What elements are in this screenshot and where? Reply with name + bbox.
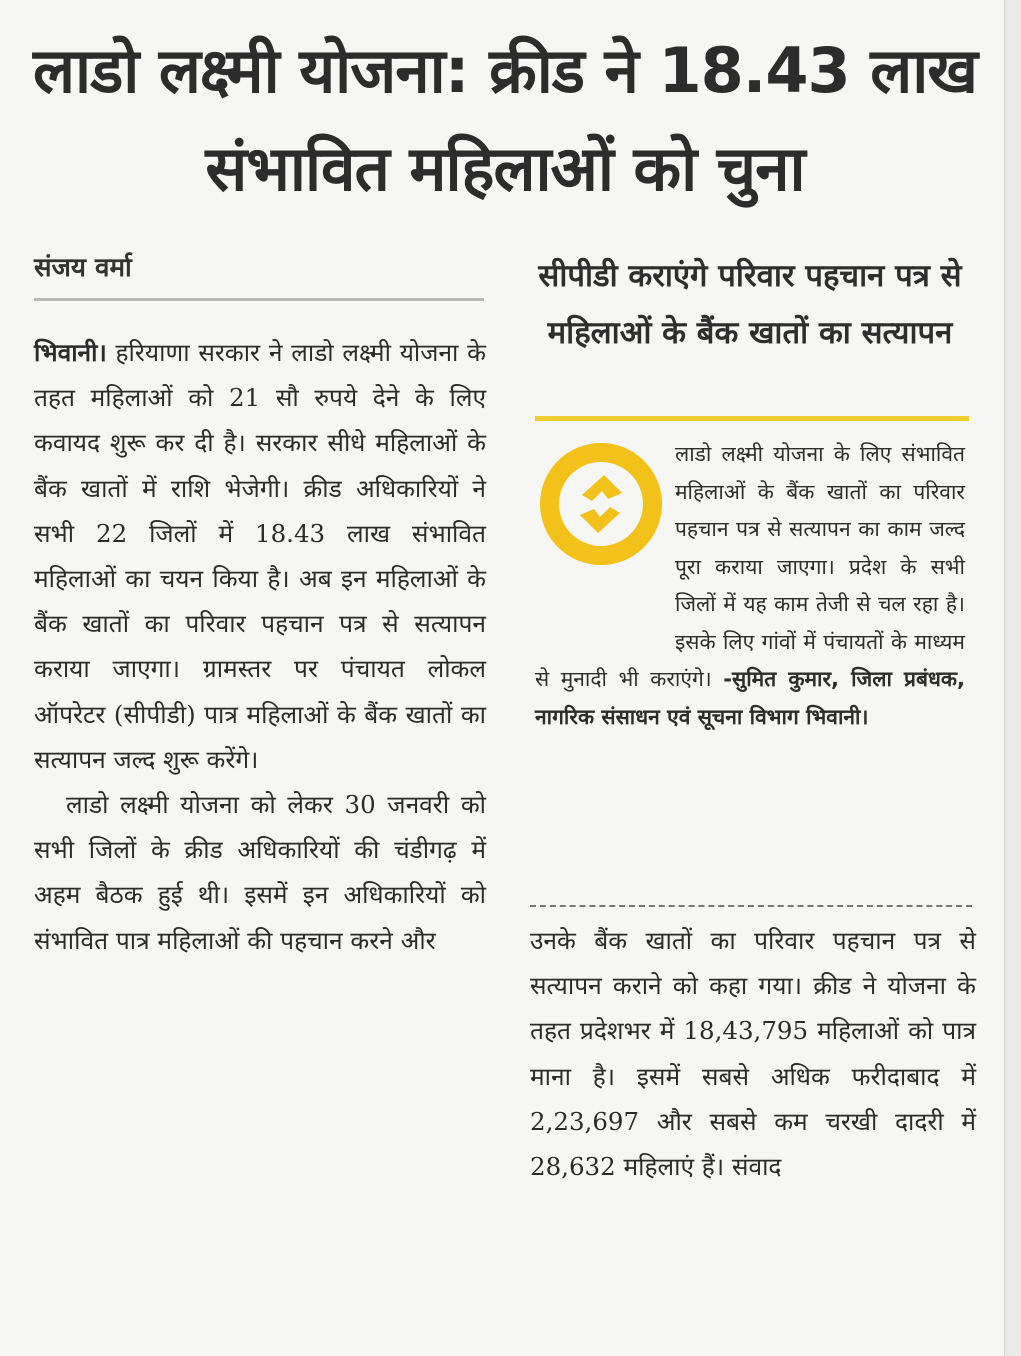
page-edge bbox=[1004, 0, 1021, 1356]
quote-divider bbox=[530, 905, 972, 907]
quote-text: लाडो लक्ष्मी योजना के लिए संभावित महिलाओं के बैंक खातों का परिवार पहचान पत्र से सत्यापन का काम जल्द पूरा कराया जाएगा। प्रदेश के सभी जिलों में यह काम तेजी से चल रहा है। इसके लिए गांवों में पंचायतों के माध्यम से मुनादी भी कराएंगे। bbox=[535, 442, 965, 691]
left-paragraph-2: लाडो लक्ष्मी योजना को लेकर 30 जनवरी को सभी जिलों के क्रीड अधिकारियों की चंडीगढ़ में अहम बैठक हुई थी। इसमें इन अधिकारियों को संभावित पात्र महिलाओं की पहचान करने और bbox=[34, 790, 486, 955]
subheading-underline bbox=[535, 416, 969, 421]
left-paragraph-1-text: हरियाणा सरकार ने लाडो लक्ष्मी योजना के तहत महिलाओं को 21 सौ रुपये देने के लिए कवायद शुरू कर दी है। सरकार सीधे महिलाओं के बैंक खातों में राशि भेजेगी। क्रीड अधिकारियों ने सभी 22 जिलों में 18.43 लाख संभावित महिलाओं का चयन किया है। अब इन महिलाओं के बैंक खातों का परिवार पहचान पत्र से सत्यापन कराया जाएगा। ग्रामस्तर पर पंचायत लोकल ऑपरेटर (सीपीडी) पात्र महिलाओं के बैंक खातों का सत्यापन जल्द शुरू करेंगे। bbox=[34, 338, 486, 774]
quote-attribution: -सुमित कुमार, जिला प्रबंधक, नागरिक संसाधन एवं सूचना विभाग भिवानी। bbox=[535, 667, 965, 729]
subheading: सीपीडी कराएंगे परिवार पहचान पत्र से महिलाओं के बैंक खातों का सत्यापन bbox=[538, 258, 962, 351]
right-paragraph-text: उनके बैंक खातों का परिवार पहचान पत्र से सत्यापन कराने को कहा गया। क्रीड ने योजना के तहत प्रदेशभर में 18,43,795 महिलाओं को पात्र माना है। इसमें सबसे अधिक फरीदाबाद में 2,23,697 और सबसे कम चरखी दादरी में 28,632 महिलाएं हैं। bbox=[530, 926, 976, 1182]
left-column bbox=[34, 330, 486, 963]
left-paragraph-1 bbox=[34, 330, 486, 782]
dateline: भिवानी। bbox=[34, 338, 107, 367]
right-column bbox=[530, 918, 976, 1189]
byline-divider bbox=[34, 298, 484, 301]
byline: संजय वर्मा bbox=[34, 253, 132, 283]
official-quote bbox=[535, 436, 965, 736]
signoff: संवाद bbox=[731, 1152, 782, 1182]
headline: लाडो लक्ष्मी योजना: क्रीड ने 18.43 लाख संभावित महिलाओं को चुना bbox=[32, 34, 978, 205]
right-paragraph bbox=[530, 918, 976, 1189]
